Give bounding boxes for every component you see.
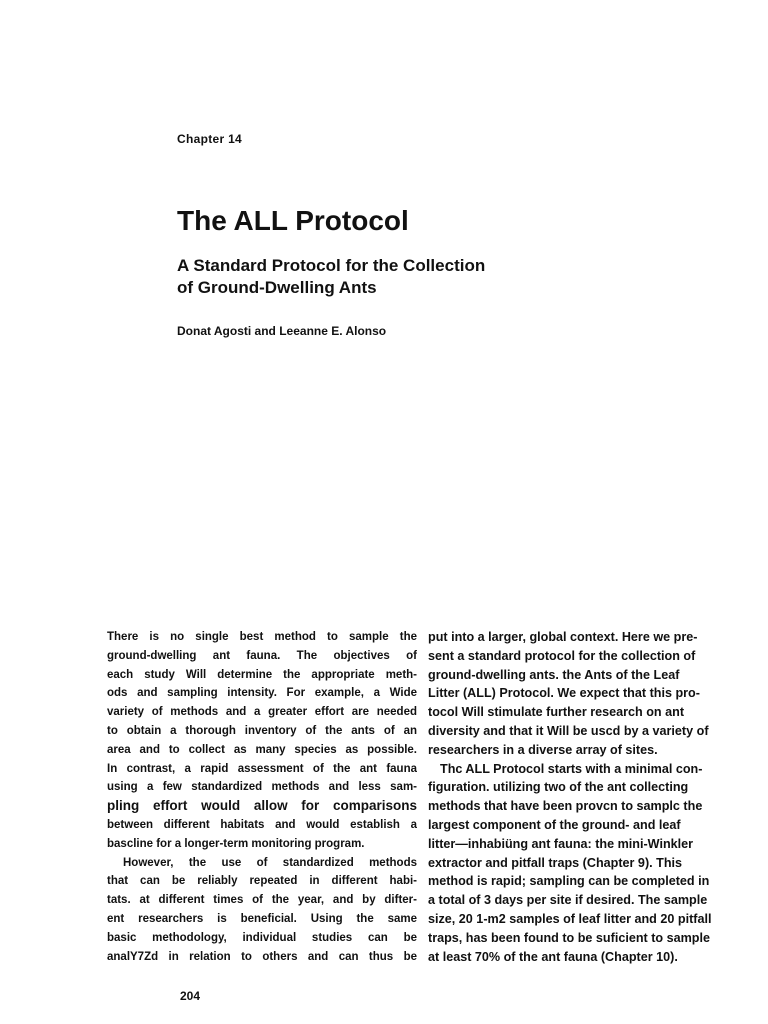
body-line: ground-dwelling ant fauna. The objectives of — [107, 649, 417, 662]
left-column — [107, 628, 417, 966]
chapter-title: The ALL Protocol — [177, 205, 409, 236]
body-line: size, 20 1-m2 samples of leaf litter and 20 pitfall — [428, 911, 712, 926]
body-line: However, the use of standardized methods — [123, 856, 417, 869]
chapter-subtitle — [177, 255, 485, 299]
body-line: ent researchers is beneficial. Using the same — [107, 912, 417, 925]
body-line: traps, has been found to be suficient to sample — [428, 930, 711, 945]
body-line: Thc ALL Protocol starts with a minimal con- — [440, 761, 703, 776]
subtitle-line: of Ground-Dwelling Ants — [177, 278, 377, 297]
body-line: tocol Will stimulate further research on ant — [428, 705, 685, 720]
body-line: basic methodology, individual studies can be — [107, 931, 417, 944]
body-line: largest component of the ground- and leaf — [428, 817, 681, 832]
body-line: sent a standard protocol for the collection of — [428, 648, 696, 663]
body-line: figuration. utilizing two of the ant collecting — [428, 780, 689, 795]
body-line: put into a larger, global context. Here we pre- — [428, 630, 698, 644]
body-line: method is rapid; sampling can be completed in — [428, 874, 710, 889]
body-line: In contrast, a rapid assessment of the ant fauna — [107, 762, 417, 775]
body-line: ods and sampling intensity. For example, a Wide — [107, 687, 417, 700]
body-line: diversity and that it Will be uscd by a variety of — [428, 723, 709, 738]
body-line: using a few standardized methods and less sam- — [107, 781, 417, 794]
body-line: tats. at different times of the year, and by difter- — [107, 894, 417, 907]
body-line: There is no single best method to sample the — [107, 631, 417, 643]
body-line: variety of methods and a greater effort are needed — [107, 706, 417, 719]
body-line: researchers in a diverse array of sites. — [428, 742, 658, 757]
body-line: analY7Zd in relation to others and can thus be — [107, 950, 417, 963]
body-line: that can be reliably repeated in different habi- — [107, 875, 417, 888]
body-line: extractor and pitfall traps (Chapter 9). This — [428, 855, 683, 870]
body-line: methods that have been provcn to samplc the — [428, 799, 703, 814]
body-line: a total of 3 days per site if desired. The sample — [428, 893, 708, 908]
body-line: bascline for a longer-term monitoring program. — [107, 837, 365, 850]
subtitle-line: A Standard Protocol for the Collection — [177, 256, 486, 275]
body-line: pling effort would allow for comparisons — [107, 798, 417, 814]
body-line: area and to collect as many species as possible. — [107, 743, 417, 756]
authors: Donat Agosti and Leeanne E. Alonso — [177, 324, 387, 338]
body-line: to obtain a thorough inventory of the ants of an — [107, 724, 417, 737]
body-line: Litter (ALL) Protocol. We expect that this pro- — [428, 686, 700, 701]
body-line: ground-dwelling ants. the Ants of the Leaf — [428, 667, 680, 682]
body-line: litter—inhabiüng ant fauna: the mini-Winkler — [428, 836, 694, 851]
page-number: 204 — [180, 989, 201, 1003]
right-column — [428, 628, 746, 966]
chapter-label: Chapter 14 — [177, 132, 243, 146]
body-line: at least 70% of the ant fauna (Chapter 10). — [428, 949, 678, 964]
body-line: between different habitats and would establish a — [107, 818, 417, 831]
body-line: each study Will determine the appropriate meth- — [107, 668, 417, 681]
